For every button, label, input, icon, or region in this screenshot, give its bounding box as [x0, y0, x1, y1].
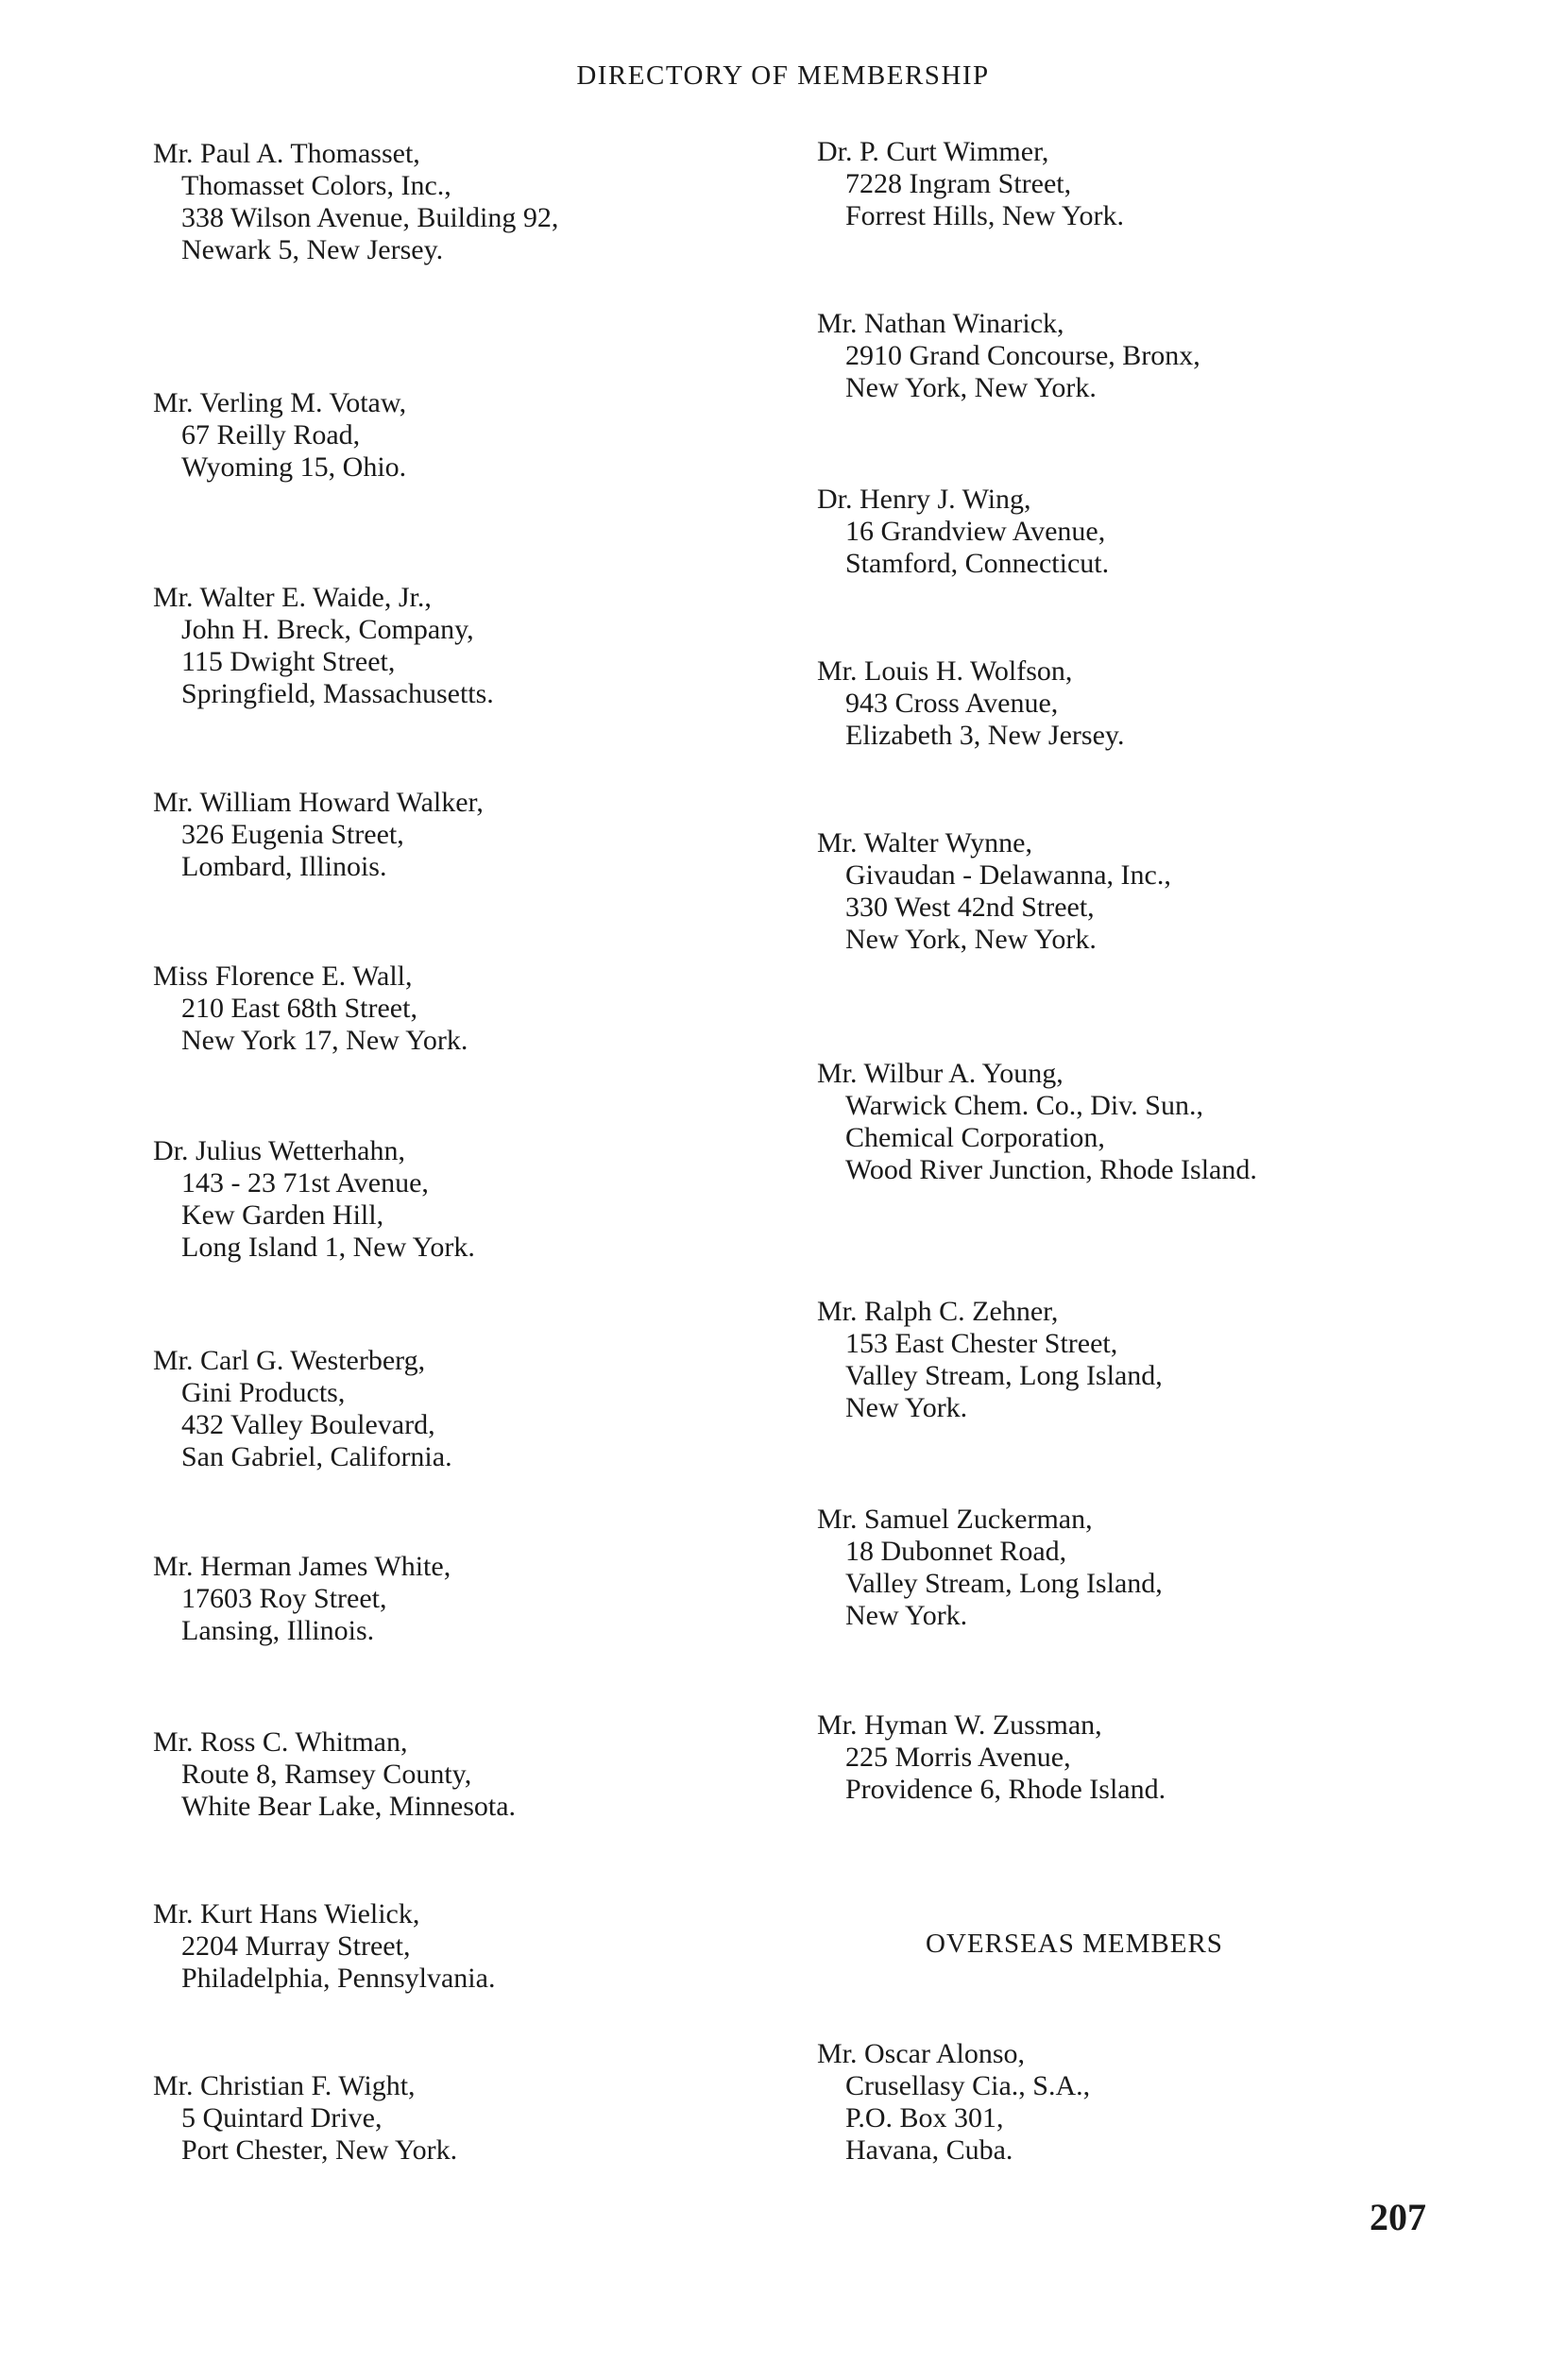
member-name: Dr. Julius Wetterhahn,: [153, 1135, 405, 1166]
address-line: Lansing, Illinois.: [181, 1615, 375, 1646]
member-name: Mr. Louis H. Wolfson,: [817, 655, 1073, 687]
left-column-entry: [153, 1135, 475, 1264]
address-line: 5 Quintard Drive,: [181, 2102, 383, 2134]
member-name: Mr. Walter E. Waide, Jr.,: [153, 582, 432, 613]
right-column-entry: [817, 136, 1124, 232]
address-line: Thomasset Colors, Inc.,: [181, 170, 451, 201]
left-column-entry: [153, 960, 468, 1057]
address-line: 326 Eugenia Street,: [181, 819, 404, 850]
left-column-entry: [153, 582, 494, 710]
address-line: Springfield, Massachusetts.: [181, 678, 494, 709]
address-line: New York, New York.: [845, 372, 1097, 403]
member-name: Dr. Henry J. Wing,: [817, 484, 1031, 515]
right-column-entry: [817, 655, 1124, 752]
member-name: Mr. Walter Wynne,: [817, 827, 1032, 858]
address-line: Forrest Hills, New York.: [845, 200, 1125, 231]
right-column-entry: [817, 1504, 1163, 1632]
left-column-entry: [153, 1726, 516, 1823]
address-line: Kew Garden Hill,: [181, 1199, 384, 1231]
address-line: John H. Breck, Company,: [181, 614, 474, 645]
address-line: New York, New York.: [845, 924, 1097, 955]
left-column-entry: [153, 138, 558, 266]
address-line: 153 East Chester Street,: [845, 1328, 1118, 1359]
address-line: 210 East 68th Street,: [181, 993, 417, 1024]
member-name: Mr. William Howard Walker,: [153, 787, 484, 818]
member-name: Mr. Samuel Zuckerman,: [817, 1504, 1093, 1535]
left-column-entry: [153, 1551, 451, 1647]
left-column-entry: [153, 1345, 452, 1473]
address-line: Warwick Chem. Co., Div. Sun.,: [845, 1090, 1203, 1121]
address-line: 143 - 23 71st Avenue,: [181, 1167, 429, 1198]
address-line: White Bear Lake, Minnesota.: [181, 1791, 517, 1822]
running-title: DIRECTORY OF MEMBERSHIP: [576, 60, 990, 91]
address-line: Givaudan - Delawanna, Inc.,: [845, 859, 1171, 891]
address-line: Long Island 1, New York.: [181, 1232, 475, 1263]
address-line: Newark 5, New Jersey.: [181, 234, 444, 265]
right-column-entry: [817, 1058, 1257, 1186]
address-line: Lombard, Illinois.: [181, 851, 387, 882]
address-line: 115 Dwight Street,: [181, 646, 396, 677]
address-line: Chemical Corporation,: [845, 1122, 1105, 1153]
address-line: Elizabeth 3, New Jersey.: [845, 720, 1125, 751]
address-line: 943 Cross Avenue,: [845, 688, 1059, 719]
member-name: Mr. Ross C. Whitman,: [153, 1726, 408, 1758]
left-column-entry: [153, 2070, 457, 2167]
address-line: 225 Morris Avenue,: [845, 1742, 1071, 1773]
address-line: 67 Reilly Road,: [181, 419, 361, 450]
address-line: New York.: [845, 1600, 968, 1631]
address-line: 2910 Grand Concourse, Bronx,: [845, 340, 1200, 371]
address-line: 16 Grandview Avenue,: [845, 516, 1106, 547]
address-line: San Gabriel, California.: [181, 1441, 452, 1472]
address-line: 2204 Murray Street,: [181, 1930, 411, 1962]
address-line: Havana, Cuba.: [845, 2134, 1013, 2166]
right-column-entry: [817, 1296, 1163, 1424]
address-line: Philadelphia, Pennsylvania.: [181, 1963, 496, 1994]
address-line: Route 8, Ramsey County,: [181, 1759, 472, 1790]
address-line: Providence 6, Rhode Island.: [845, 1774, 1166, 1805]
address-line: Crusellasy Cia., S.A.,: [845, 2070, 1091, 2101]
member-name: Mr. Oscar Alonso,: [817, 2038, 1025, 2069]
member-name: Mr. Carl G. Westerberg,: [153, 1345, 426, 1376]
overseas-heading: OVERSEAS MEMBERS: [926, 1929, 1223, 1959]
right-column-entry: [817, 1709, 1166, 1806]
right-column-entry: [817, 827, 1171, 956]
member-name: Mr. Paul A. Thomasset,: [153, 138, 420, 169]
address-line: 432 Valley Boulevard,: [181, 1409, 435, 1440]
address-line: 7228 Ingram Street,: [845, 168, 1072, 199]
address-line: Stamford, Connecticut.: [845, 548, 1110, 579]
address-line: P.O. Box 301,: [845, 2102, 1004, 2134]
address-line: 17603 Roy Street,: [181, 1583, 387, 1614]
address-line: Wood River Junction, Rhode Island.: [845, 1154, 1257, 1185]
right-column-entry: [817, 308, 1200, 404]
address-line: New York 17, New York.: [181, 1025, 468, 1056]
member-name: Mr. Herman James White,: [153, 1551, 451, 1582]
member-name: Mr. Christian F. Wight,: [153, 2070, 416, 2101]
member-name: Mr. Wilbur A. Young,: [817, 1058, 1064, 1089]
address-line: 338 Wilson Avenue, Building 92,: [181, 202, 559, 233]
page-number: 207: [1370, 2196, 1426, 2238]
address-line: New York.: [845, 1392, 968, 1423]
address-line: Wyoming 15, Ohio.: [181, 451, 407, 483]
left-column-entry: [153, 387, 406, 484]
address-line: Port Chester, New York.: [181, 2134, 458, 2166]
address-line: Valley Stream, Long Island,: [845, 1360, 1163, 1391]
address-line: Valley Stream, Long Island,: [845, 1568, 1163, 1599]
member-name: Mr. Hyman W. Zussman,: [817, 1709, 1102, 1741]
address-line: Gini Products,: [181, 1377, 346, 1408]
member-name: Mr. Kurt Hans Wielick,: [153, 1898, 420, 1930]
right-column-entry: [817, 484, 1109, 580]
address-line: 18 Dubonnet Road,: [845, 1536, 1067, 1567]
member-name: Mr. Verling M. Votaw,: [153, 387, 407, 418]
left-column-entry: [153, 1898, 495, 1995]
member-name: Miss Florence E. Wall,: [153, 960, 413, 992]
member-name: Mr. Ralph C. Zehner,: [817, 1296, 1059, 1327]
left-column-entry: [153, 787, 484, 883]
member-name: Mr. Nathan Winarick,: [817, 308, 1064, 339]
overseas-entry: [817, 2038, 1090, 2167]
address-line: 330 West 42nd Street,: [845, 892, 1095, 923]
member-name: Dr. P. Curt Wimmer,: [817, 136, 1049, 167]
